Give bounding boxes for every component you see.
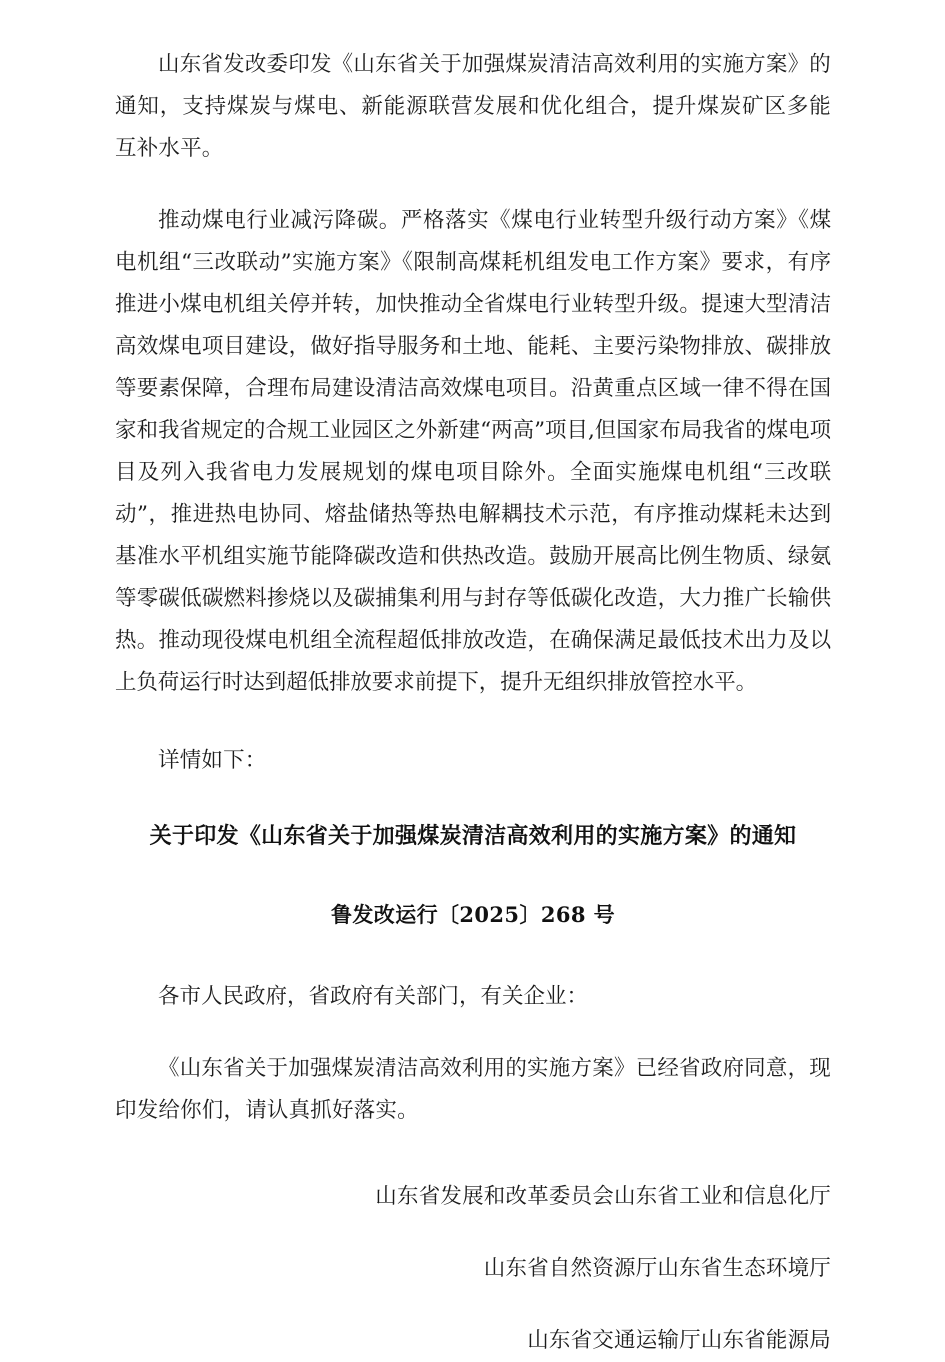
title-spacer-top	[115, 782, 831, 818]
recipients-spacer	[115, 1018, 831, 1048]
number-spacer-bottom	[115, 932, 831, 976]
signature-line-2: 山东省自然资源厅山东省生态环境厅	[483, 1256, 831, 1281]
notice-body-paragraph: 《山东省关于加强煤炭清洁高效利用的实施方案》已经省政府同意，现印发给你们，请认真抓好落实。	[115, 1056, 831, 1123]
title-spacer-bottom	[115, 854, 831, 898]
signature-spacer-top	[115, 1132, 831, 1176]
signature-spacer-2	[115, 1290, 831, 1320]
details-follow-line: 详情如下：	[158, 748, 267, 773]
paragraph-spacer-1	[115, 170, 831, 200]
document-title: 关于印发《山东省关于加强煤炭清洁高效利用的实施方案》的通知	[149, 823, 797, 849]
signature-line-1: 山东省发展和改革委员会山东省工业和信息化厅	[375, 1184, 831, 1209]
recipients-line: 各市人民政府，省政府有关部门，有关企业：	[158, 984, 589, 1009]
document-content	[115, 0, 831, 1362]
document-number: 鲁发改运行〔2025〕268 号	[331, 902, 615, 927]
paragraph-spacer-2	[115, 704, 831, 740]
intro-paragraph: 山东省发改委印发《山东省关于加强煤炭清洁高效利用的实施方案》的通知，支持煤炭与煤电、新能源联营发展和优化组合，提升煤炭矿区多能互补水平。	[115, 52, 831, 161]
signature-line-3: 山东省交通运输厅山东省能源局	[527, 1328, 831, 1353]
top-spacer	[115, 0, 831, 44]
main-policy-paragraph: 推动煤电行业减污降碳。严格落实《煤电行业转型升级行动方案》《煤电机组“三改联动”实施方案》《限制高煤耗机组发电工作方案》要求，有序推进小煤电机组关停并转，加快推动全省煤电行业转型升级。提速大型清洁高效煤电项目建设，做好指导服务和土地、能耗、主要污染物排放、碳排放等要素保障，合理布局建设清洁高效煤电项目。沿黄重点区域一律不得在国家和我省规定的合规工业园区之外新建“两高”项目,但国家布局我省的煤电项目及列入我省电力发展规划的煤电项目除外。全面实施煤电机组“三改联动”，推进热电协同、熔盐储热等热电解耦技术示范，有序推动煤耗未达到基准水平机组实施节能降碳改造和供热改造。鼓励开展高比例生物质、绿氨等零碳低碳燃料掺烧以及碳捕集利用与封存等低碳化改造，大力推广长输供热。推动现役煤电机组全流程超低排放改造，在确保满足最低技术出力及以上负荷运行时达到超低排放要求前提下，提升无组织排放管控水平。	[115, 208, 831, 695]
signature-spacer-1	[115, 1218, 831, 1248]
